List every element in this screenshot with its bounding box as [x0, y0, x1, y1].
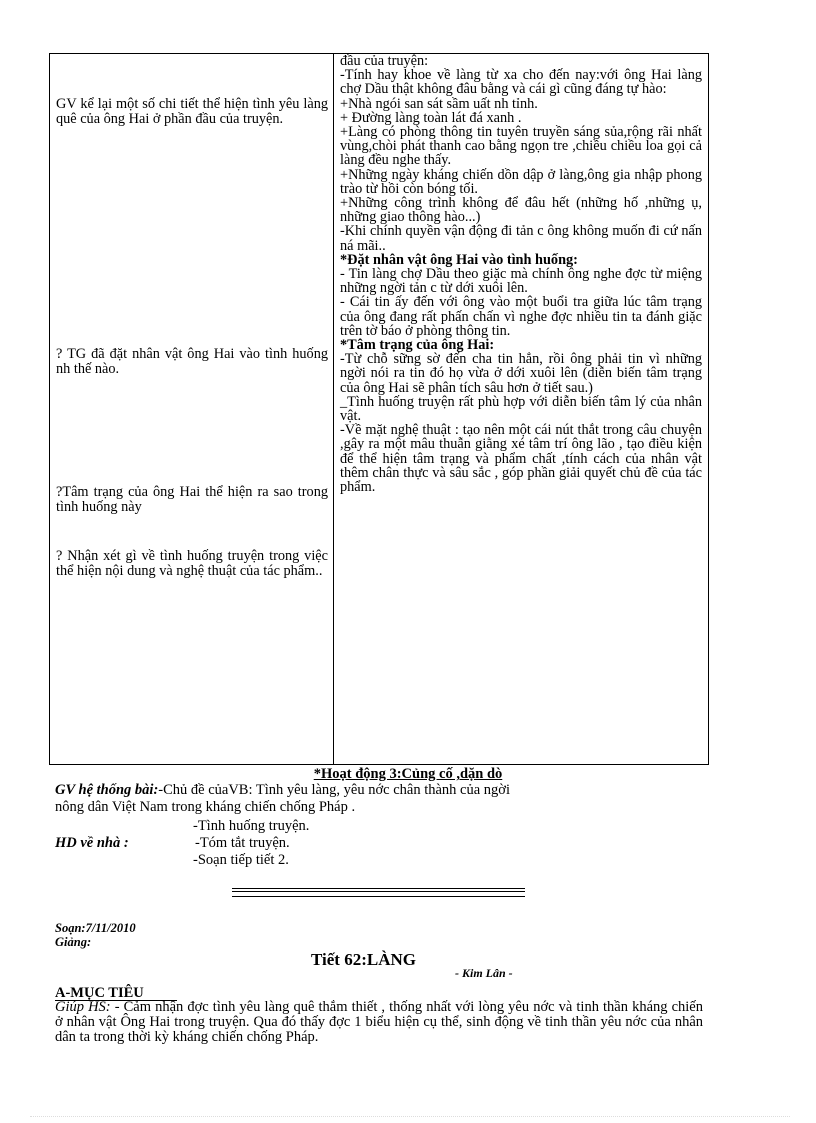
content-line: _Tình huống truyện rất phù hợp với diễn biến tâm lý của nhân vật. [340, 393, 702, 425]
gv-summary-line-2: nông dân Việt Nam trong kháng chiến chống Pháp . [55, 799, 356, 815]
content-line: -Khi chính quyền vận động đi tản c ông không muốn đi cứ nấn ná mãi.. [340, 223, 702, 254]
content-line: - Tin làng chợ Dầu theo giặc mà chính ông nghe đợc từ miệng những ngời tản c từ dới xuôi lên. [340, 266, 702, 297]
homework-item-1: -Tóm tắt truyện. [195, 835, 290, 851]
content-heading: *Đặt nhân vật ông Hai vào tình huống: [340, 251, 578, 268]
question-1: GV kể lại một số chi tiết thể hiện tình yêu làng quê của ông Hai ở phần đầu của truyện. [56, 96, 328, 127]
gv-summary-label: GV hệ thống bài: [55, 782, 159, 798]
content-line: đầu của truyện: [340, 53, 429, 69]
homework-line [55, 836, 715, 851]
content-line: +Những ngày kháng chiến dồn dập ở làng,ông gia nhập phong trào từ hồi còn bóng tối. [340, 166, 702, 197]
content-line: +Nhà ngói san sát sầm uất nh tỉnh. [340, 95, 538, 112]
lesson-title-name: LÀNG [366, 950, 416, 969]
gv-summary-line-3: -Tình huống truyện. [193, 818, 310, 834]
section-heading: A-MỤC TIÊU [55, 986, 177, 1001]
homework-label: HD về nhà : [55, 835, 129, 851]
content-line: - Cái tin ấy đến với ông vào một buổi tra giữa lúc tâm trạng của ông đang rất phấn chấn vì nghe đợc nhiều tin ta đánh giặc trên tờ báo ở phòng thông tin. [340, 294, 702, 339]
goal-label: Giúp HS: [55, 999, 111, 1015]
question-4: ? Nhận xét gì về tình huống truyện trong việc thể hiện nội dung và nghệ thuật của tác phẩm.. [56, 548, 328, 579]
teacher-questions-column [50, 54, 334, 765]
content-line: -Về mặt nghệ thuật : tạo nên một cái nút thắt trong câu chuyện ,gây ra một mâu thuẫn giằng xé tâm trí ông lão , tạo điều kiện để thể hiện tâm trạng và phẩm chất ,tính cách của nhân vật thêm chân thực và sâu sắc , góp phần giải quyết chủ đề của tác phẩm. [340, 422, 702, 496]
giang-date: Giảng: [55, 935, 92, 949]
homework-item-2: -Soạn tiếp tiết 2. [193, 852, 289, 868]
soan-date: Soạn:7/11/2010 [55, 921, 136, 935]
goal-text: - Cảm nhận đợc tình yêu làng quê thắm thiết , thống nhất với lòng yêu nớc và tinh thần kháng chiến ở nhân vật Ông Hai trong truyện. Qua đó thấy đợc 1 biểu hiện cụ thể, sinh động về tinh thần yêu nớc của nhân dân ta trong thời kỳ kháng chiến chống Pháp. [55, 999, 703, 1045]
gv-summary-text: -Chủ đề củaVB: Tình yêu làng, yêu nớc chân thành của ngời [158, 782, 510, 798]
question-2: ? TG đã đặt nhân vật ông Hai vào tình huống nh thế nào. [56, 346, 328, 377]
content-heading: *Tâm trạng của ông Hai: [340, 337, 495, 354]
question-3: ?Tâm trạng của ông Hai thể hiện ra sao trong tình huống này [56, 484, 328, 515]
lesson-title-prefix: Tiết 62: [311, 950, 367, 969]
lesson-table [49, 53, 709, 765]
content-line: -Tính hay khoe về làng từ xa cho đến nay:với ông Hai làng chợ Dầu thật không đâu bằng và cái gì cũng đáng tự hào: [340, 67, 702, 98]
content-column [334, 54, 709, 765]
content-line: -Từ chỗ sững sờ đến cha tin hẳn, rồi ông phải tin vì những ngời nói ra tin đó họ vừa ở dới xuôi lên (diễn biến tâm trạng của ông Hai sẽ phân tích sâu hơn ở tiết sau.) [340, 351, 702, 396]
lesson-author: - Kim Lân - [455, 966, 513, 980]
goal-paragraph [55, 1000, 703, 1045]
gv-summary-line [55, 783, 715, 798]
activity-3-title: *Hoạt động 3:Củng cố ,dặn dò [313, 766, 503, 782]
lesson-title [311, 949, 416, 970]
content-line: + Đường làng toàn lát đá xanh . [340, 109, 522, 126]
section-separator [232, 888, 525, 897]
page-bottom-border [30, 1116, 790, 1117]
content-line: +Những công trình không để đâu hết (những hố ,những ụ, những giao thông hào...) [340, 195, 702, 226]
content-line: +Làng có phòng thông tin tuyên truyền sáng sủa,rộng rãi nhất vùng,chòi phát thanh cao bằng ngọn tre ,chiều chiều loa gọi cả làng đều nghe thấy. [340, 124, 702, 169]
